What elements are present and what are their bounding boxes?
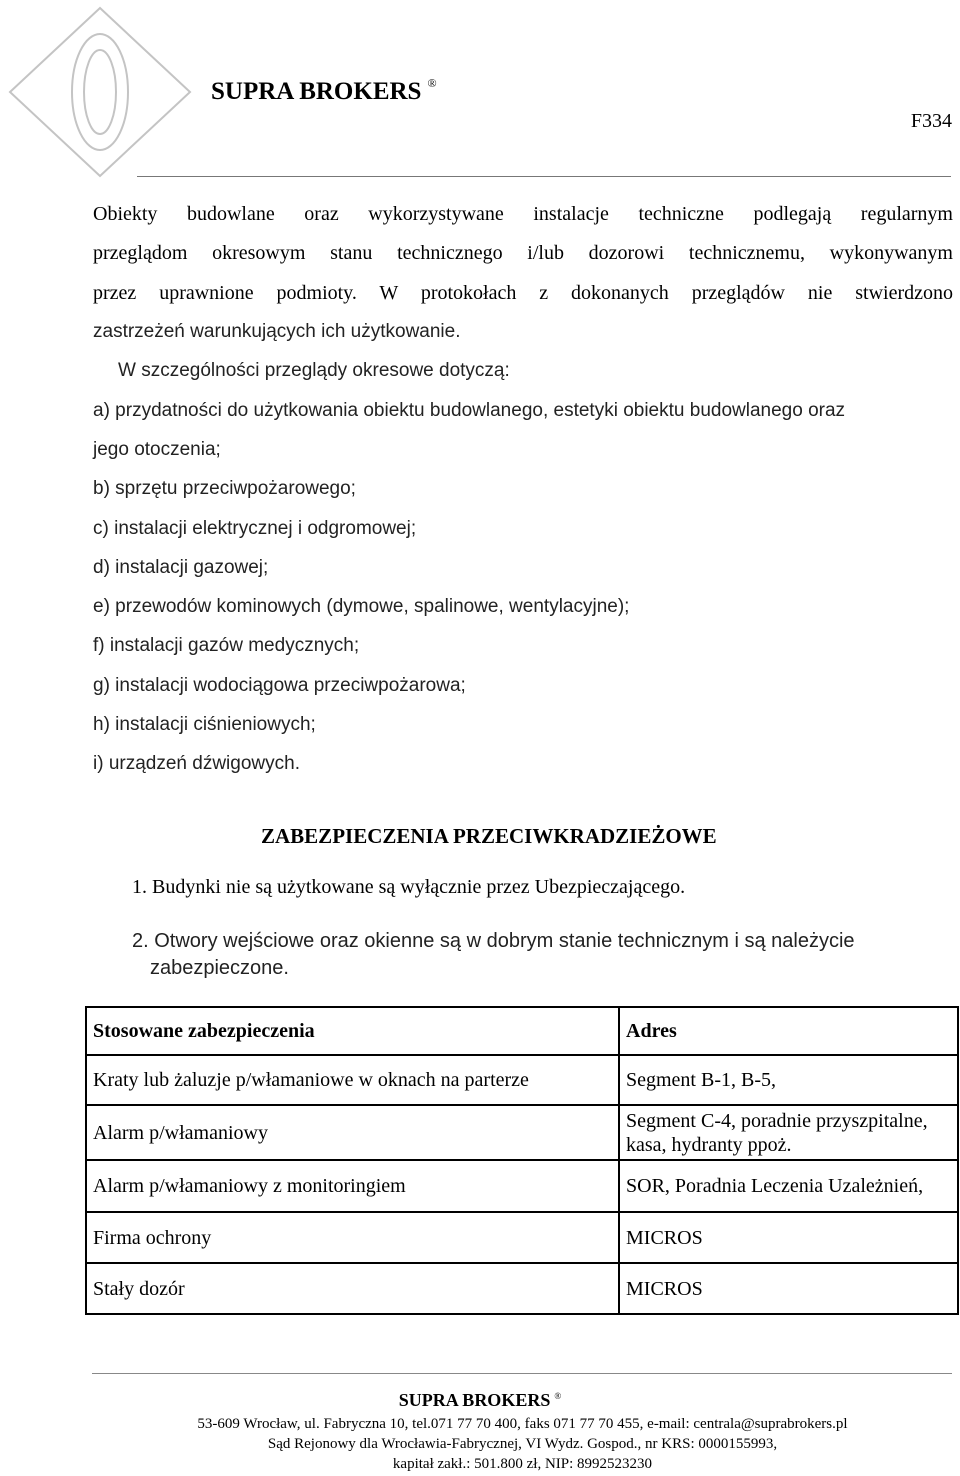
table-row — [86, 1212, 958, 1263]
table-cell: Segment C-4, poradnie przyszpitalne, kasa, hydranty ppoż. — [619, 1105, 958, 1160]
security-point: 1. Budynki nie są użytkowane są wyłącznie przez Ubezpieczającego. — [132, 876, 686, 898]
table-cell: Kraty lub żaluzje p/włamaniowe w oknach na parterze — [86, 1055, 619, 1105]
security-point: 2. Otwory wejściowe oraz okienne są w dobrym stanie technicznym i są należycie — [132, 930, 855, 952]
intro-line: przeglądom okresowym stanu technicznego i/lub dozorowi technicznemu, wykonywanym — [93, 242, 953, 264]
table-cell: SOR, Poradnia Leczenia Uzależnień, — [619, 1160, 958, 1212]
table-row — [86, 1160, 958, 1212]
inspection-item: a) przydatności do użytkowania obiektu budowlanego, estetyki obiektu budowlanego oraz — [93, 400, 846, 421]
intro-line: Obiekty budowlane oraz wykorzystywane instalacje techniczne podlegają regularnym — [93, 203, 953, 225]
table-cell: MICROS — [619, 1212, 958, 1263]
inspection-item: d) instalacji gazowej; — [93, 557, 269, 578]
inspection-item: h) instalacji ciśnieniowych; — [93, 714, 316, 735]
intro-line: zastrzeżeń warunkujących ich użytkowanie. — [93, 321, 461, 342]
table-cell: Alarm p/włamaniowy z monitoringiem — [86, 1160, 619, 1212]
table-header-cell: Adres — [619, 1007, 958, 1055]
table-row — [86, 1263, 958, 1314]
table-header-row — [86, 1007, 958, 1055]
inspection-item: jego otoczenia; — [93, 439, 221, 460]
inspection-item: f) instalacji gazów medycznych; — [93, 635, 360, 656]
table-header-cell: Stosowane zabezpieczenia — [86, 1007, 619, 1055]
footer-capital: kapitał zakł.: 501.800 zł, NIP: 8992523230 — [392, 1456, 653, 1472]
brand-name — [211, 78, 437, 106]
inspection-item: i) urządzeń dźwigowych. — [93, 753, 300, 774]
brand-text: SUPRA BROKERS — [211, 78, 422, 105]
inspection-item: g) instalacji wodociągowa przeciwpożarowa; — [93, 675, 466, 696]
footer-address: 53-609 Wrocław, ul. Fabryczna 10, tel.071 77 70 400, faks 071 77 70 455, e-mail: centrala@suprabrokers.pl — [197, 1416, 848, 1432]
form-code: F334 — [910, 110, 952, 132]
footer-brand-text: SUPRA BROKERS — [398, 1390, 551, 1410]
registered-mark: ® — [427, 76, 437, 90]
footer-court: Sąd Rejonowy dla Wrocławia-Fabrycznej, VI Wydz. Gospod., nr KRS: 0000155993, — [267, 1436, 778, 1452]
footer-brand — [0, 1390, 960, 1411]
header-divider — [137, 176, 951, 177]
table-cell: MICROS — [619, 1263, 958, 1314]
security-point-continuation: zabezpieczone. — [150, 957, 289, 979]
table-cell: Stały dozór — [86, 1263, 619, 1314]
table-cell: Firma ochrony — [86, 1212, 619, 1263]
inspections-lead: W szczególności przeglądy okresowe dotyczą: — [118, 360, 510, 381]
company-logo — [0, 0, 200, 182]
security-table — [85, 1006, 959, 1315]
table-cell: Alarm p/włamaniowy — [86, 1105, 619, 1160]
table-row — [86, 1055, 958, 1105]
intro-line: przez uprawnione podmioty. W protokołach z dokonanych przeglądów nie stwierdzono — [93, 282, 953, 304]
table-row — [86, 1105, 958, 1160]
footer-divider — [92, 1373, 952, 1374]
footer-registered-mark: ® — [554, 1391, 562, 1401]
inspection-item: b) sprzętu przeciwpożarowego; — [93, 478, 356, 499]
table-cell: Segment B-1, B-5, — [619, 1055, 958, 1105]
inspection-item: c) instalacji elektrycznej i odgromowej; — [93, 518, 417, 539]
section-title: ZABEZPIECZENIA PRZECIWKRADZIEŻOWE — [261, 824, 717, 848]
inspection-item: e) przewodów kominowych (dymowe, spalinowe, wentylacyjne); — [93, 596, 630, 617]
